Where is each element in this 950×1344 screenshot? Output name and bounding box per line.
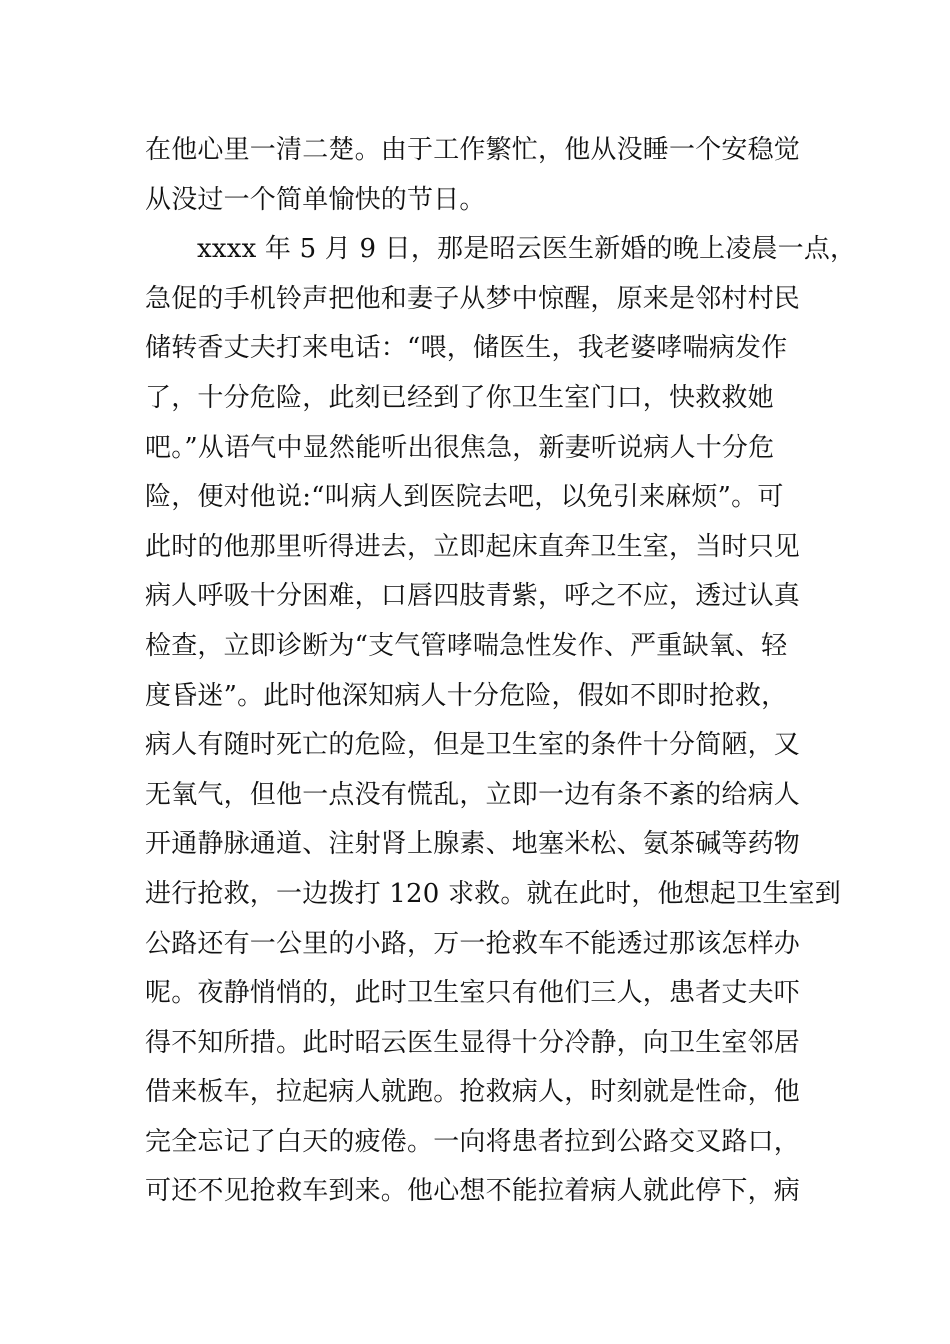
text-line: 呢。夜静悄悄的，此时卫生室只有他们三人，患者丈夫吓 bbox=[145, 978, 801, 1009]
text-line: 得不知所措。此时昭云医生显得十分冷静，向卫生室邻居 bbox=[145, 1027, 801, 1058]
text-line: 借来板车，拉起病人就跑。抢救病人，时刻就是性命，他 bbox=[145, 1077, 801, 1108]
text-line: 此时的他那里听得进去，立即起床直奔卫生室，当时只见 bbox=[145, 531, 801, 562]
text-line: 储转香丈夫打来电话：“喂，储医生，我老婆哮喘病发作 bbox=[145, 333, 788, 364]
text-line: 从没过一个简单愉快的节日。 bbox=[145, 184, 486, 215]
text-line: 病人呼吸十分困难，口唇四肢青紫，呼之不应，透过认真 bbox=[145, 581, 801, 612]
text-line: 进行抢救，一边拨打 120 求救。就在此时，他想起卫生室到 bbox=[145, 878, 841, 909]
text-line: 在他心里一清二楚。由于工作繁忙，他从没睡一个安稳觉 bbox=[145, 135, 801, 165]
text-line: 险，便对他说:“叫病人到医院去吧，以免引来麻烦”。可 bbox=[145, 482, 784, 513]
text-line: 吧。”从语气中显然能听出很焦急，新妻听说病人十分危 bbox=[145, 432, 775, 463]
text-line: xxxx 年 5 月 9 日，那是昭云医生新婚的晚上凌晨一点， bbox=[197, 234, 857, 265]
text-line: 度昏迷”。此时他深知病人十分危险，假如不即时抢救， bbox=[145, 680, 788, 711]
text-line: 可还不见抢救车到来。他心想不能拉着病人就此停下，病 bbox=[145, 1176, 801, 1207]
text-line: 急促的手机铃声把他和妻子从梦中惊醒，原来是邻村村民 bbox=[145, 283, 801, 314]
text-line: 完全忘记了白天的疲倦。一向将患者拉到公路交叉路口， bbox=[145, 1126, 801, 1157]
text-line: 了，十分危险，此刻已经到了你卫生室门口，快救救她 bbox=[145, 382, 774, 413]
text-line: 病人有随时死亡的危险，但是卫生室的条件十分简陋，又 bbox=[145, 730, 801, 761]
text-line: 公路还有一公里的小路，万一抢救车不能透过那该怎样办 bbox=[145, 928, 801, 959]
text-line: 无氧气，但他一点没有慌乱，立即一边有条不紊的给病人 bbox=[145, 779, 801, 810]
body-text bbox=[145, 126, 857, 1217]
text-line: 开通静脉通道、注射肾上腺素、地塞米松、氨茶碱等药物 bbox=[145, 829, 801, 860]
text-line: 检查，立即诊断为“支气管哮喘急性发作、严重缺氧、轻 bbox=[145, 630, 788, 661]
